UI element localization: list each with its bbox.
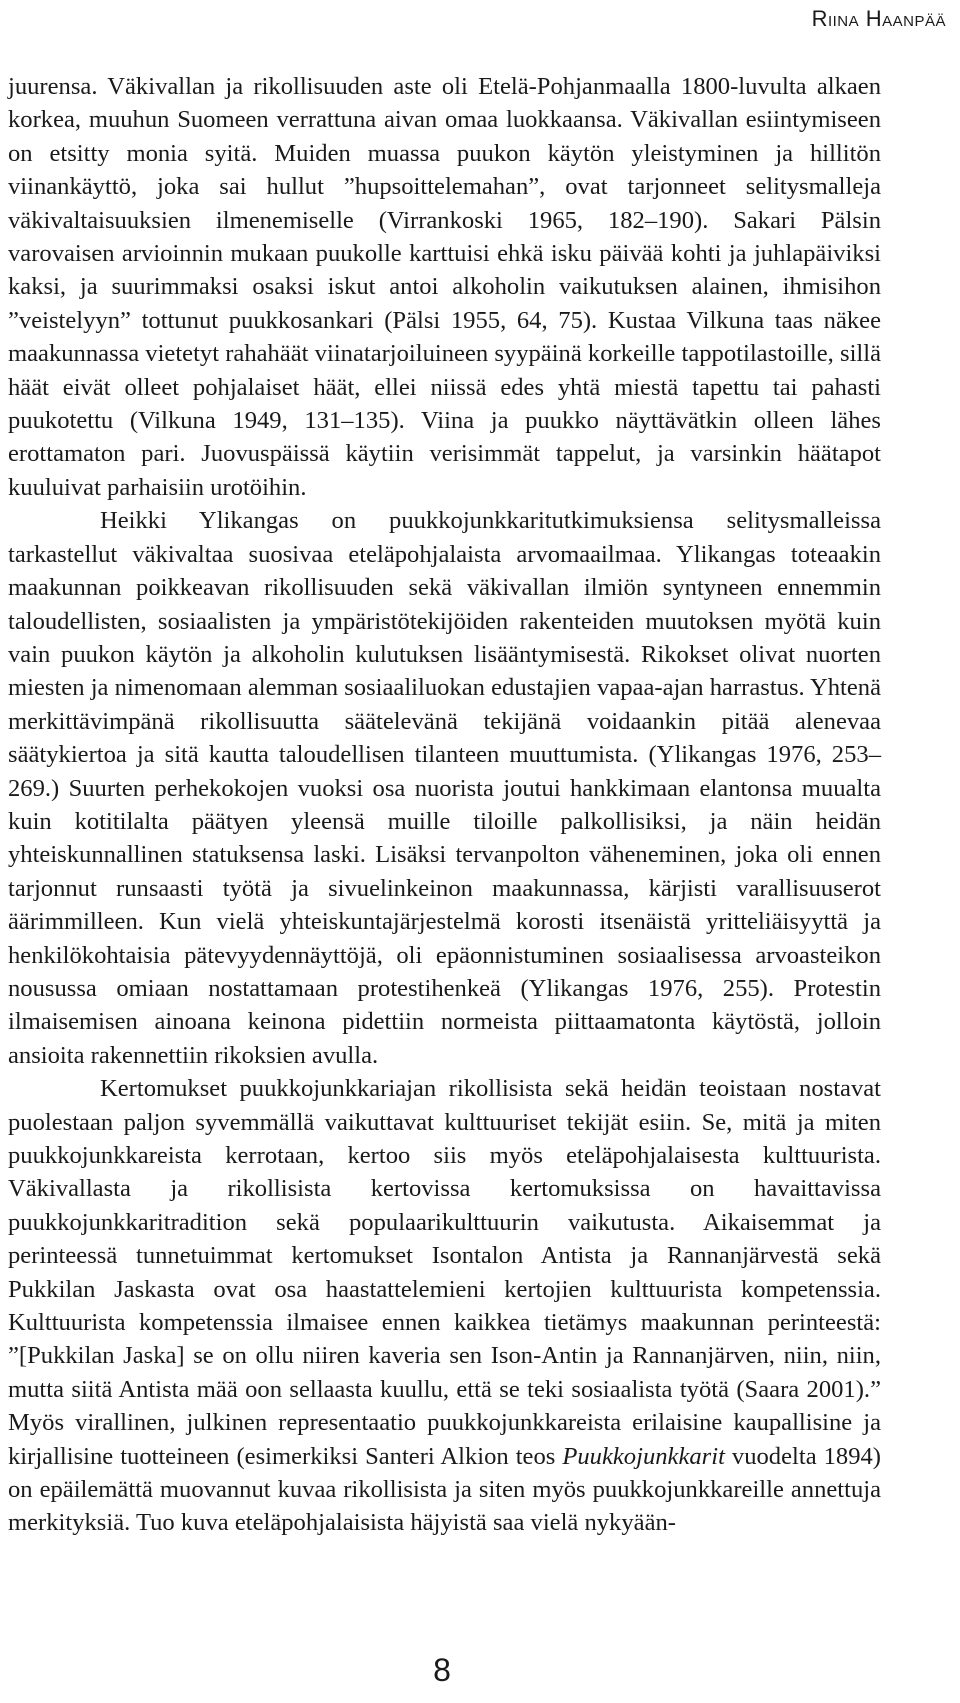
page-number: 8 [433,1652,451,1688]
paragraph-1: juurensa. Väkivallan ja rikollisuuden aste oli Etelä-Pohjanmaalla 1800-luvulta alkaen korkea, muuhun Suomeen verrattuna aivan omaa luokkaansa. Väkivallan esiintymiseen on etsitty monia syitä. Muiden muassa puukon käytön yleistyminen ja hillitön viinankäyttö, joka sai hullut ”hupsoittelemahan”, ovat tarjonneet selitysmalleja väkivaltaisuuksien ilmenemiselle (Virrankoski 1965, 182–190). Sakari Pälsin varovaisen arvioinnin mukaan puukolle karttuisi ehkä isku päivää kohti ja juhlapäiviksi kaksi, ja suurimmaksi osaksi iskut antoi alkoholin vaikutuksen alainen, ihmisihon ”veistelyyn” tottunut puukkosankari (Pälsi 1955, 64, 75). Kustaa Vilkuna taas näkee maakunnassa vietetyt rahahäät viinatarjoiluineen syypäinä korkeille tappotilastoille, sillä häät eivät olleet pohjalaiset häät, ellei niissä edes yhtä miestä tapettu tai pahasti puukotettu (Vilkuna 1949, 131–135). Viina ja puukko näyttävätkin olleen lähes erottamaton pari. Juovuspäissä käytiin verisimmät tappelut, ja varsinkin häätapot kuuluivat parhaisiin urotöihin. [8,73,881,501]
body-text [8,70,881,1540]
paragraph-3 [8,1072,881,1540]
paragraph-3-text-after: vuodelta 1894) on epäilemättä muovannut kuvaa rikollisista ja siten myös puukkojunkkareille annettuja merkityksiä. Tuo kuva eteläpohjalaisista häjyistä saa vielä nykyään- [8,1442,881,1537]
paragraph-2: Heikki Ylikangas on puukkojunkkaritutkimuksiensa selitysmalleissa tarkastellut väkivaltaa suosivaa eteläpohjalaista arvomaailmaa. Ylikangas toteaakin maakunnan poikkeavan rikollisuuden sekä väkivallan ilmiön syntyneen ennemmin taloudellisten, sosiaalisten ja ympäristötekijöiden rakenteiden muutoksen myötä kuin vain puukon käytön ja alkoholin kulutuksen lisääntymisestä. Rikokset olivat nuorten miesten ja nimenomaan alemman sosiaaliluokan edustajien vapaa-ajan harrastus. Yhtenä merkittävimpänä rikollisuutta säätelevänä tekijänä voidaankin pitää alenevaa säätykiertoa ja sitä kautta taloudellisen tilanteen muuttumista. (Ylikangas 1976, 253–269.) Suurten perhekokojen vuoksi osa nuorista joutui hankkimaan elantonsa muualta kuin kotitilalta päätyen yleensä muille tiloille palkollisiksi, ja näin heidän yhteiskunnallinen statuksensa laski. Lisäksi tervanpolton väheneminen, joka oli ennen tarjonnut runsaasti työtä ja sivuelinkeinon maakunnassa, kärjisti varallisuuserot äärimmilleen. Kun vielä yhteiskuntajärjestelmä korosti itsenäistä yritteliäisyyttä ja henkilökohtaisia pätevyydennäyttöjä, oli epäonnistuminen sosiaalisessa arvoasteikon nousussa omiaan nostattamaan protestihenkeä (Ylikangas 1976, 255). Protestin ilmaisemisen ainoana keinona pidettiin normeista piittaamatonta käytöstä, jolloin ansioita rakennettiin rikoksien avulla. [8,507,881,1069]
book-title-italic: Puukkojunkkarit [562,1442,725,1470]
running-header-author: Riina Haanpää [811,6,946,31]
paragraph-3-text-before: Kertomukset puukkojunkkariajan rikollisista sekä heidän teoistaan nostavat puolestaan paljon syvemmällä vaikuttavat kulttuuriset tekijät esiin. Se, mitä ja miten puukkojunkkareista kerrotaan, kertoo siis myös eteläpohjalaisesta kulttuurista. Väkivallasta ja rikollisista kertovissa kertomuksissa on havaittavissa puukkojunkkaritradition sekä populaarikulttuurin vaikutusta. Aikaisemmat ja perinteessä tunnetuimmat kertomukset Isontalon Antista ja Rannanjärvestä sekä Pukkilan Jaskasta ovat osa haastattelemieni kertojien kulttuurista kompetenssia. Kulttuurista kompetenssia ilmaisee ennen kaikkea tietämys maakunnan perinteestä: ”[Pukkilan Jaska] se on ollu niiren kaveria sen Ison-Antin ja Rannanjärven, niin, niin, mutta siitä Antista mää oon sellaasta kuullu, että se teki sosiaalista työtä (Saara 2001).” Myös virallinen, julkinen representaatio puukkojunkkareista erilaisine kaupallisine ja kirjallisine tuotteineen (esimerkiksi Santeri Alkion teos [8,1075,881,1470]
